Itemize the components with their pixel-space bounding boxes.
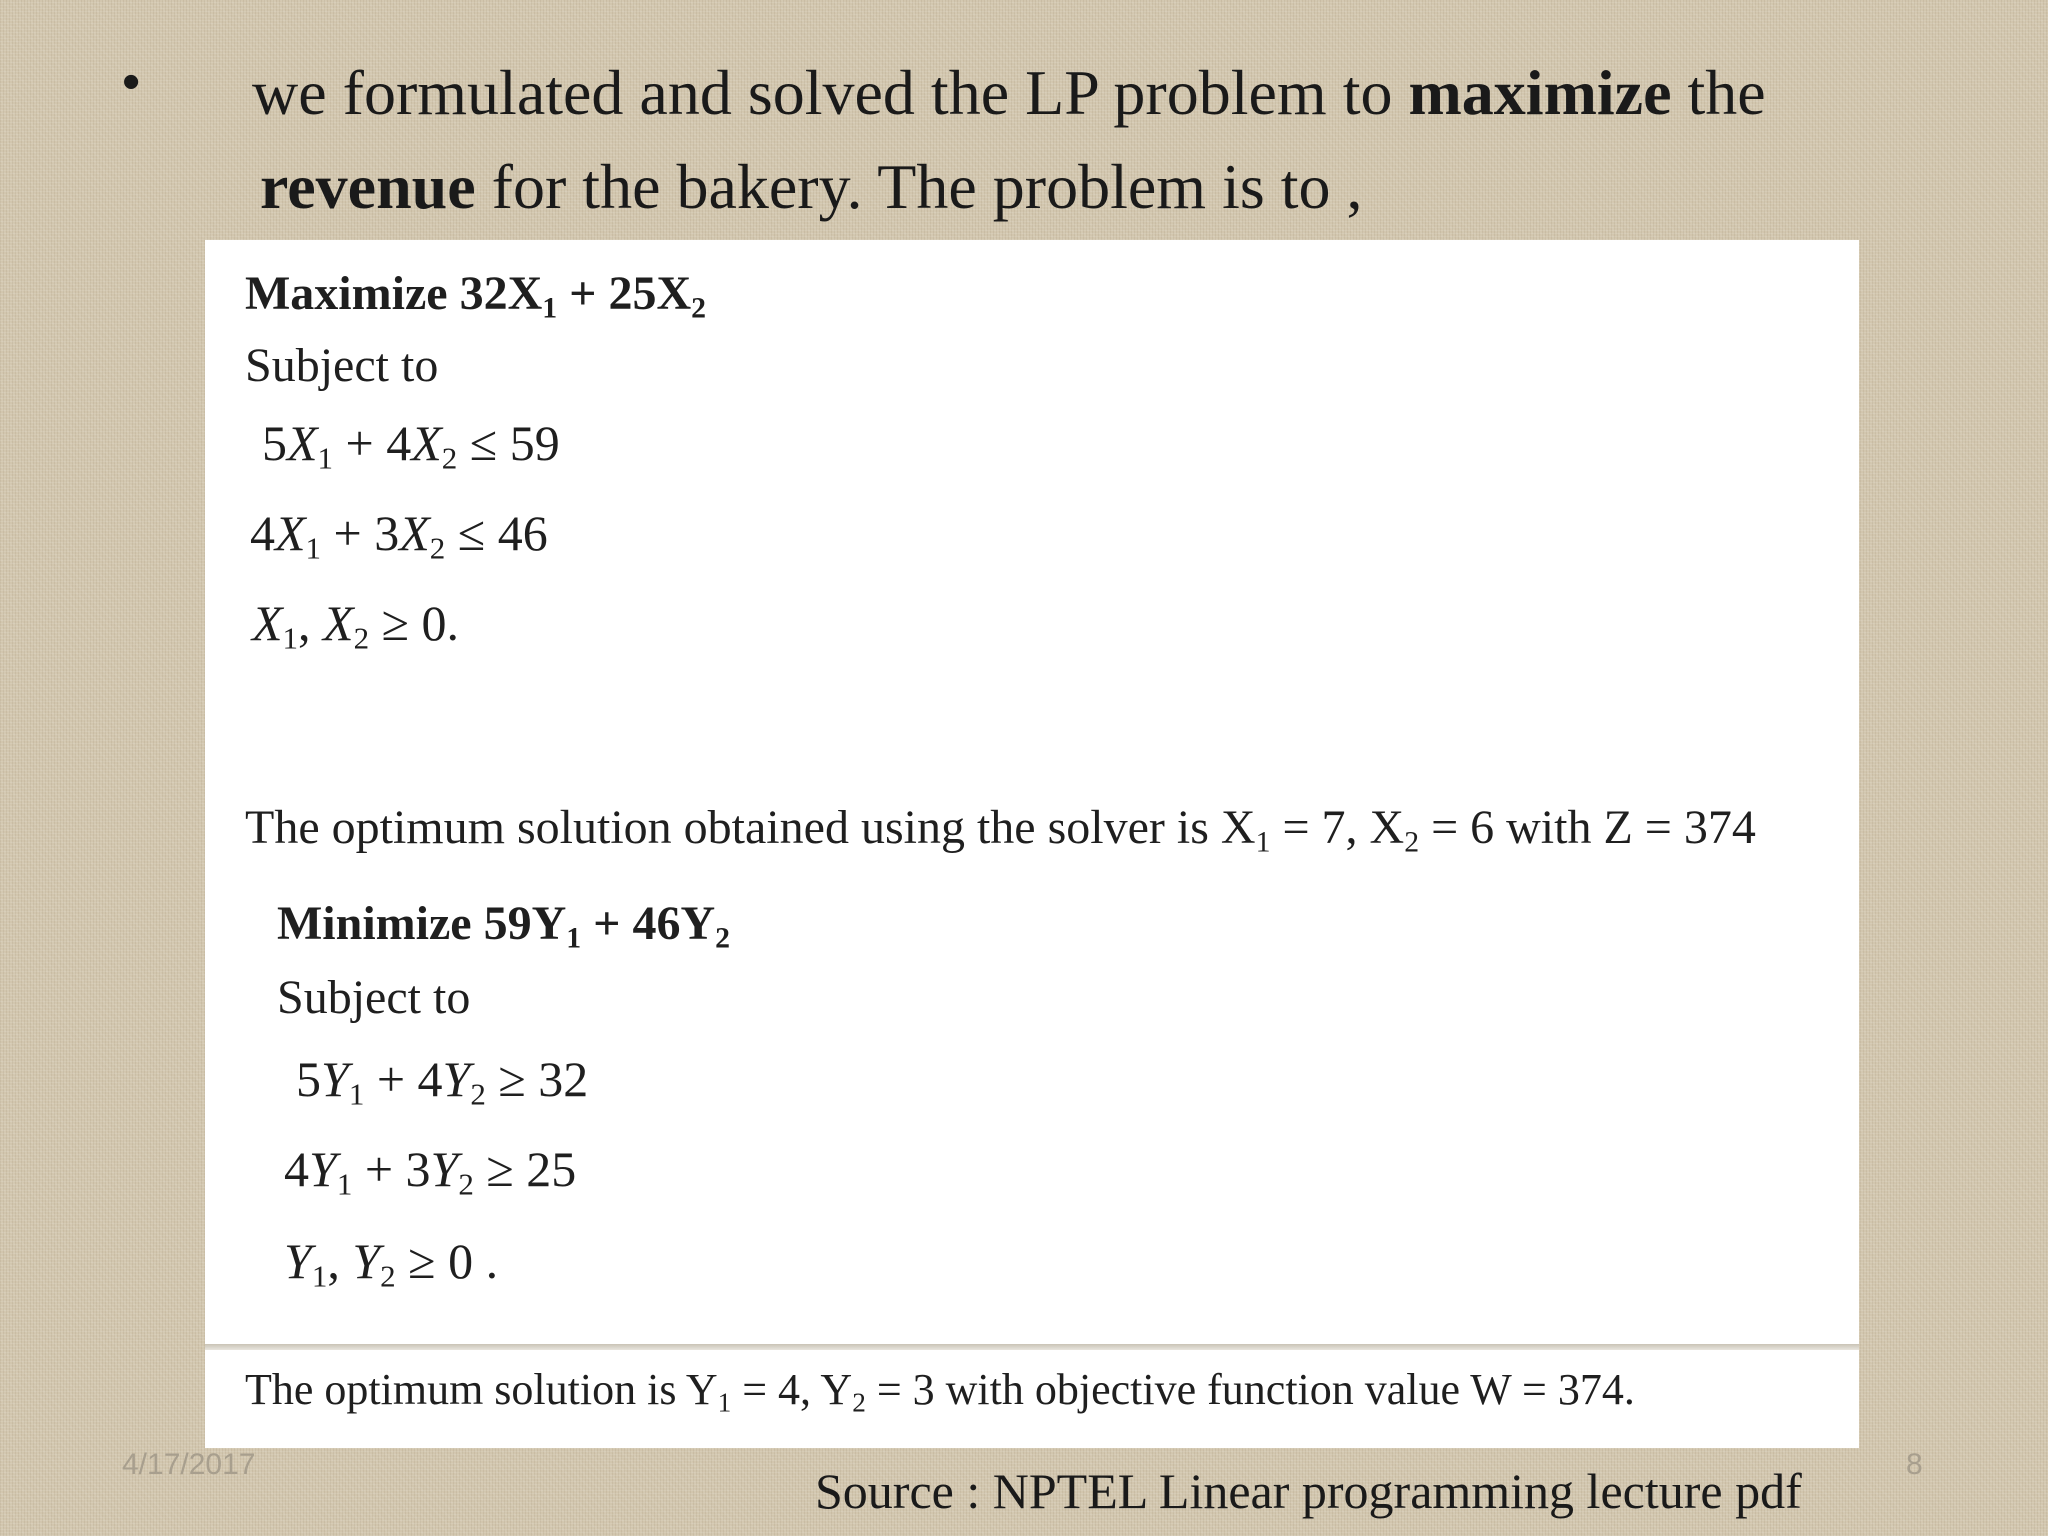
dual-nonnegativity: $Y_1$, $Y_2 \ge 0$ . [284, 1233, 499, 1294]
dual-solution: The optimum solution is $Y_1 = 4$, $Y_2 = 3$ with objective function value W = 374. [245, 1365, 1635, 1418]
primal-constraint-1: $5X_1 + 4X_2 \le 59$ [262, 415, 560, 476]
primal-solution: The optimum solution obtained using the solver is $X_1 = 7$, $X_2 = 6$ with Z = 374 [245, 801, 1756, 859]
intro-text [252, 46, 1892, 234]
primal-constraint-2: $4X_1 + 3X_2 \le 46$ [250, 505, 548, 566]
page-number: 8 [1906, 1448, 1923, 1481]
primal-objective: Maximize $32X_1 + 25X_2$ [245, 267, 706, 325]
panel-divider [205, 1344, 1859, 1350]
dual-objective: Minimize $59Y_1 + 46Y_2$ [277, 897, 731, 955]
intro-line-1: we formulated and solved the LP problem to maximize the [252, 57, 1766, 128]
intro-line-2: revenue for the bakery. The problem is to , [260, 151, 1363, 222]
footer-date: 4/17/2017 [122, 1448, 256, 1481]
source-citation: Source : NPTEL Linear programming lecture pdf [815, 1463, 1802, 1519]
dual-constraint-1: $5Y_1 + 4Y_2 \ge 32$ [296, 1051, 589, 1112]
dual-constraint-2: $4Y_1 + 3Y_2 \ge 25$ [284, 1141, 577, 1202]
bullet-icon: • [122, 53, 141, 111]
dual-subject-to: Subject to [277, 971, 471, 1024]
primal-subject-to: Subject to [245, 339, 439, 392]
primal-nonnegativity: $X_1$, $X_2 \ge 0$. [252, 595, 460, 656]
